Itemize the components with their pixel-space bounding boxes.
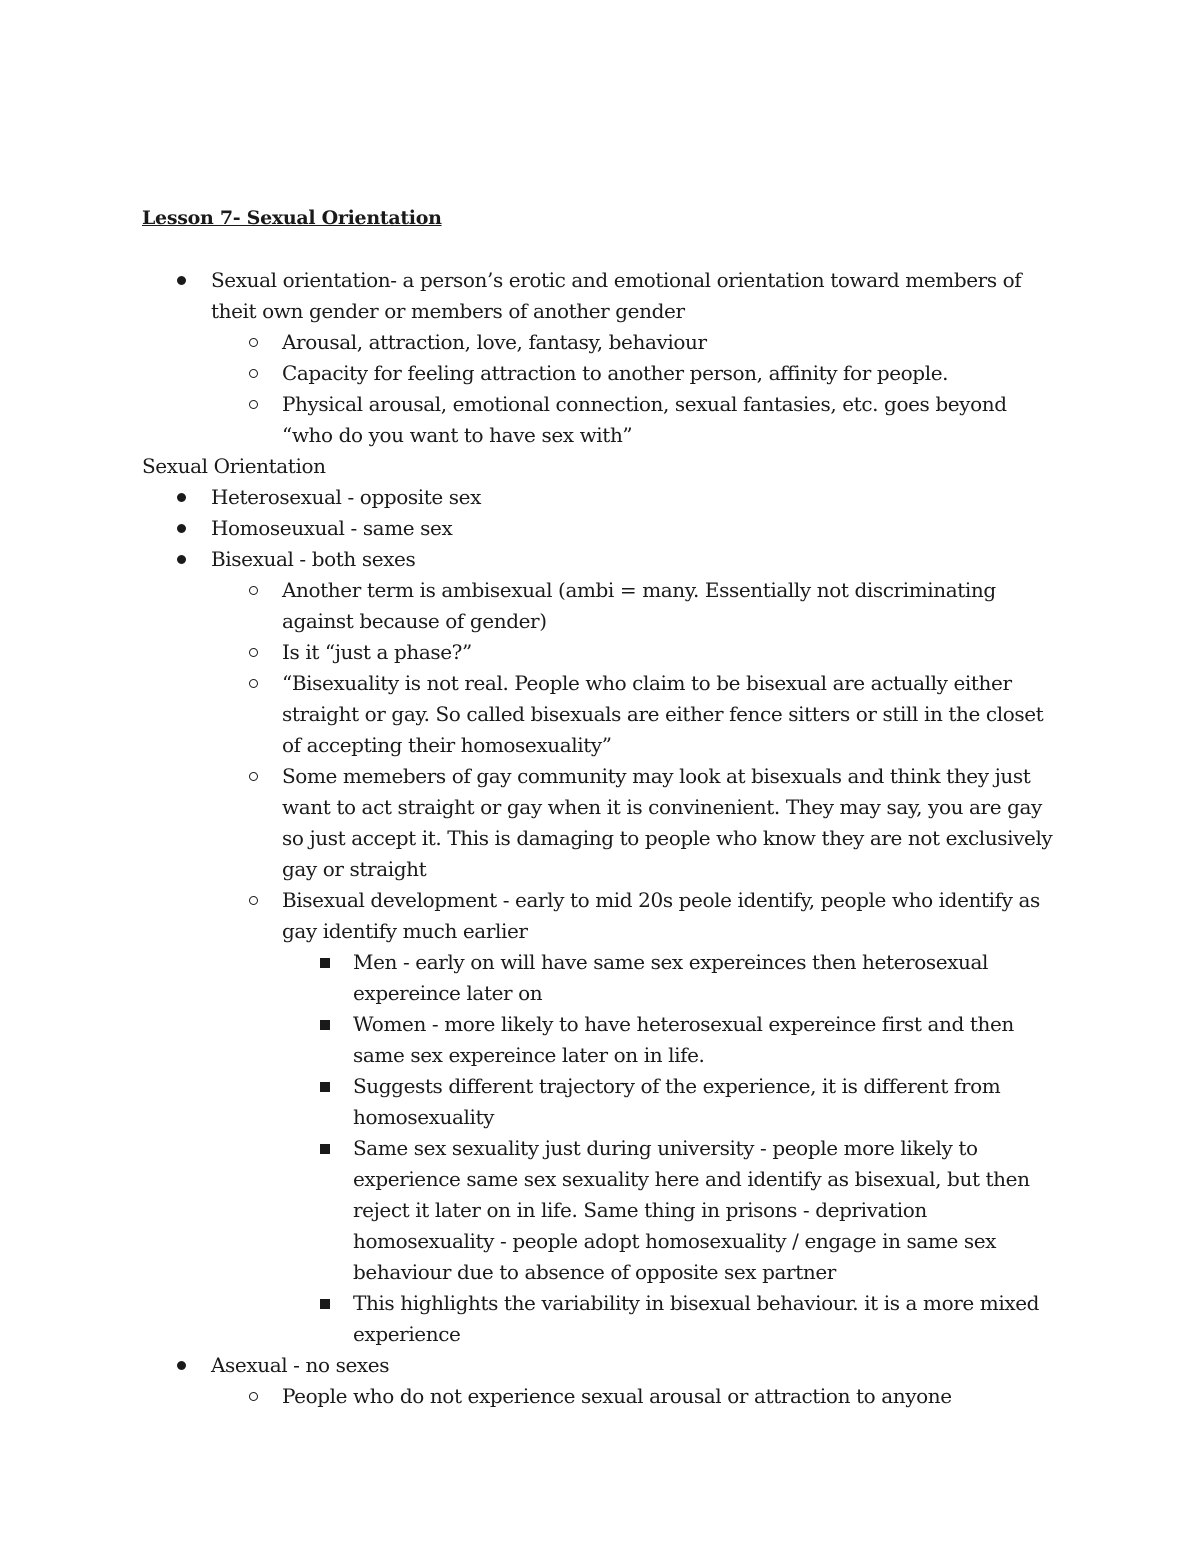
list-item: Capacity for feeling attraction to another person, affinity for people. (142, 358, 1062, 389)
bullet-square-icon (316, 1288, 336, 1319)
list-item: Heterosexual - opposite sex (142, 482, 1062, 513)
list-item (142, 265, 1062, 327)
list-item: “Bisexuality is not real. People who claim to be bisexual are actually either straight or gay. So called bisexuals are either fence sitters or still in the closet of accepting their homosexuality” (142, 668, 1062, 761)
bullet-square-icon (316, 1133, 336, 1164)
bullet-circle-icon (244, 885, 264, 916)
bullet-square-icon (316, 947, 336, 978)
list-item: Physical arousal, emotional connection, sexual fantasies, etc. goes beyond “who do you want to have sex with” (142, 389, 1062, 451)
bullet-circle-icon (244, 668, 264, 699)
lesson-title: Lesson 7- Sexual Orientation (142, 207, 442, 229)
bullet-dot-icon (172, 482, 192, 513)
bullet-circle-icon (244, 637, 264, 668)
list-item: Same sex sexuality just during university - people more likely to experience same sex sexuality here and identify as bisexual, but then reject it later on in life. Same thing in prisons - deprivation homosexuality - people adopt homosexuality / engage in same sex behaviour due to absence of opposite sex partner (142, 1133, 1062, 1288)
bullet-circle-icon (244, 761, 264, 792)
list-item: Bisexual development - early to mid 20s peole identify, people who identify as gay identify much earlier (142, 885, 1062, 947)
list-item: Men - early on will have same sex expereinces then heterosexual expereince later on (142, 947, 1062, 1009)
list-item: Some memebers of gay community may look at bisexuals and think they just want to act straight or gay when it is convinenient. They may say, you are gay so just accept it. This is damaging to people who know they are not exclusively gay or straight (142, 761, 1062, 885)
bullet-circle-icon (244, 1381, 264, 1412)
list-item: This highlights the variability in bisexual behaviour. it is a more mixed experience (142, 1288, 1062, 1350)
list-item: Asexual - no sexes (142, 1350, 1062, 1381)
list-item: Homoseuxual - same sex (142, 513, 1062, 544)
bullet-circle-icon (244, 327, 264, 358)
bullet-dot-icon (172, 265, 192, 296)
bullet-dot-icon (172, 1350, 192, 1381)
section-heading: Sexual Orientation (142, 454, 326, 478)
list-item: Women - more likely to have heterosexual expereince first and then same sex expereince later on in life. (142, 1009, 1062, 1071)
bullet-square-icon (316, 1071, 336, 1102)
bullet-square-icon (316, 1009, 336, 1040)
list-item: Bisexual - both sexes (142, 544, 1062, 575)
bullet-dot-icon (172, 544, 192, 575)
definition-text: Sexual orientation- a person’s erotic and emotional orientation toward members of theit own gender or members of another gender (211, 268, 1022, 323)
list-item: Another term is ambisexual (ambi = many. Essentially not discriminating against because of gender) (142, 575, 1062, 637)
bullet-circle-icon (244, 575, 264, 606)
bullet-dot-icon (172, 513, 192, 544)
bullet-circle-icon (244, 389, 264, 420)
list-item: Is it “just a phase?” (142, 637, 1062, 668)
bullet-circle-icon (244, 358, 264, 389)
list-item: People who do not experience sexual arousal or attraction to anyone (142, 1381, 1062, 1412)
list-item: Suggests different trajectory of the experience, it is different from homosexuality (142, 1071, 1062, 1133)
document-page (142, 203, 1062, 1412)
list-item: Arousal, attraction, love, fantasy, behaviour (142, 327, 1062, 358)
